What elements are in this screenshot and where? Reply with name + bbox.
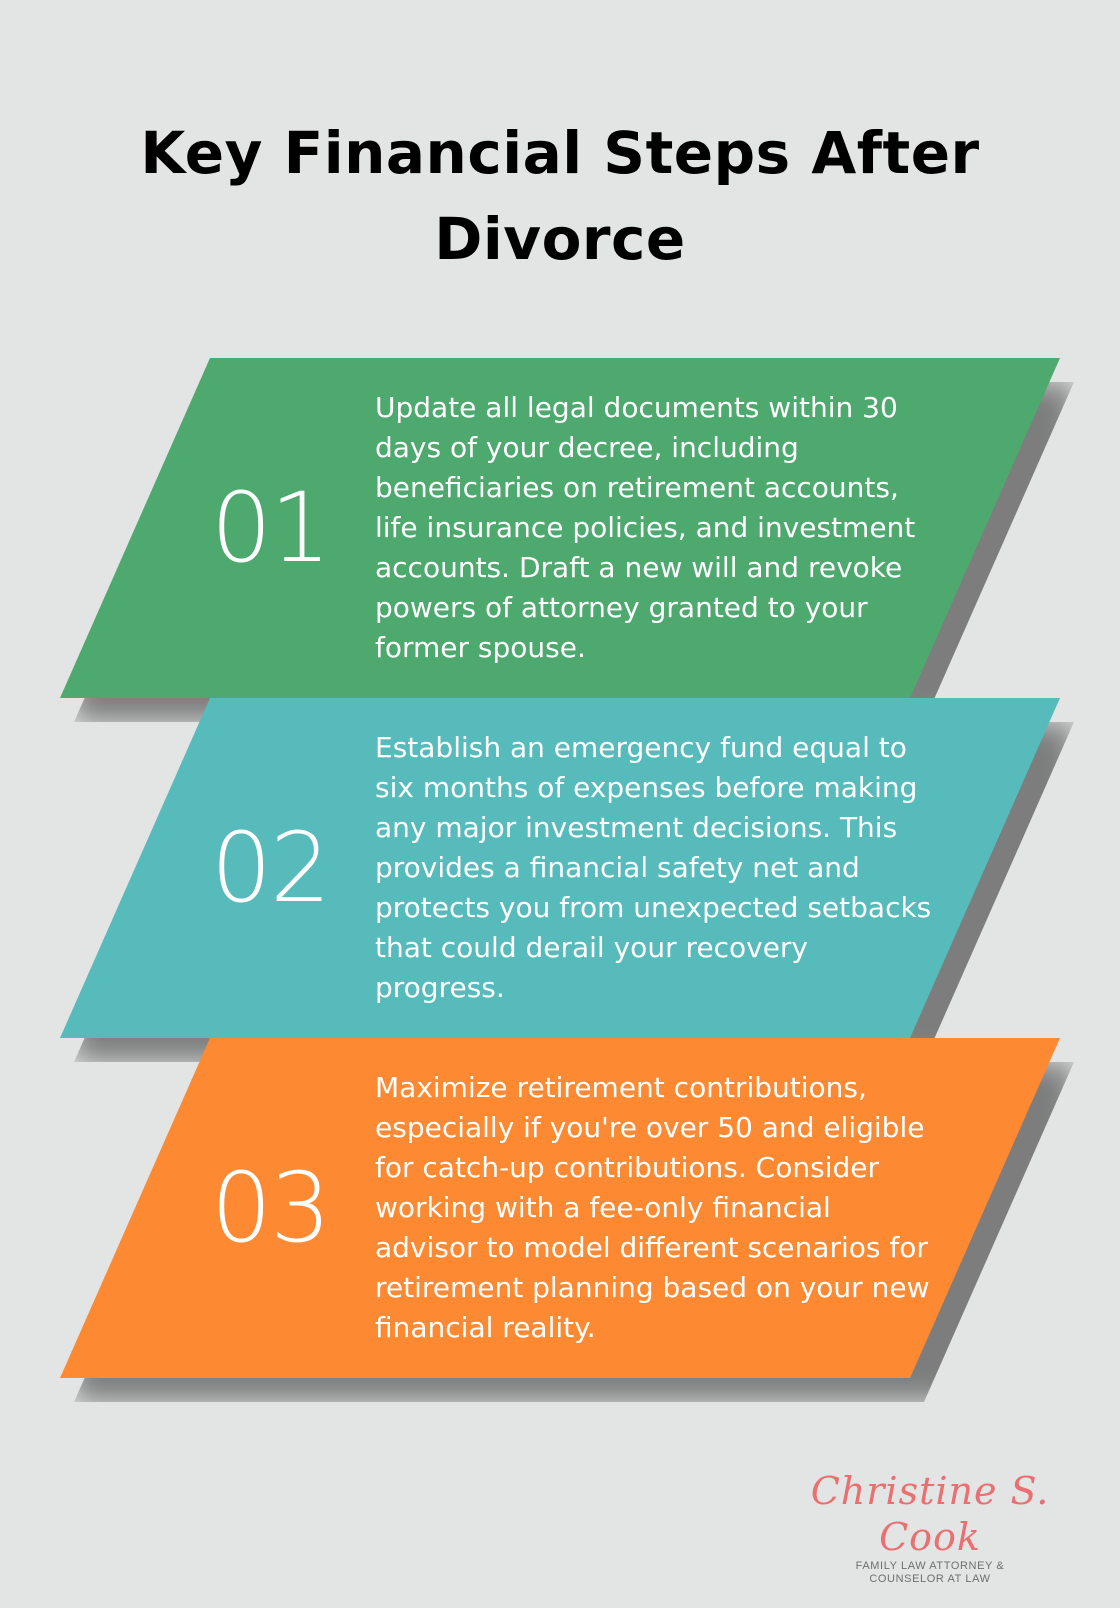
step-card-1 — [60, 358, 1060, 698]
step-description: Update all legal documents within 30 days of your decree, including beneficiaries on retirement accounts, life insurance policies, and investment accounts. Draft a new will and revoke powers of attorney granted to your former spouse. — [375, 391, 916, 664]
page-title: Key Financial Steps After Divorce — [140, 119, 980, 273]
step-number: 03 — [210, 1152, 330, 1264]
step-description: Establish an emergency fund equal to six months of expenses before making any major investment decisions. This provides a financial safety net and protects you from unexpected setbacks that could derail your recovery progress. — [375, 731, 932, 1004]
step-number: 01 — [210, 472, 330, 584]
logo-tagline-line1: FAMILY LAW ATTORNEY & — [855, 1560, 1005, 1572]
step-card-3 — [60, 1038, 1060, 1378]
logo-name: Christine S. Cook — [810, 1469, 1050, 1559]
logo-tagline-line2: COUNSELOR AT LAW — [869, 1573, 991, 1585]
step-number: 02 — [210, 812, 330, 924]
step-card-2 — [60, 698, 1060, 1038]
step-description: Maximize retirement contributions, especially if you're over 50 and eligible for catch-up contributions. Consider working with a fee-only financial advisor to model different scenarios for retirement planning based on your new financial reality. — [375, 1071, 930, 1344]
brand-logo — [780, 1468, 1080, 1585]
